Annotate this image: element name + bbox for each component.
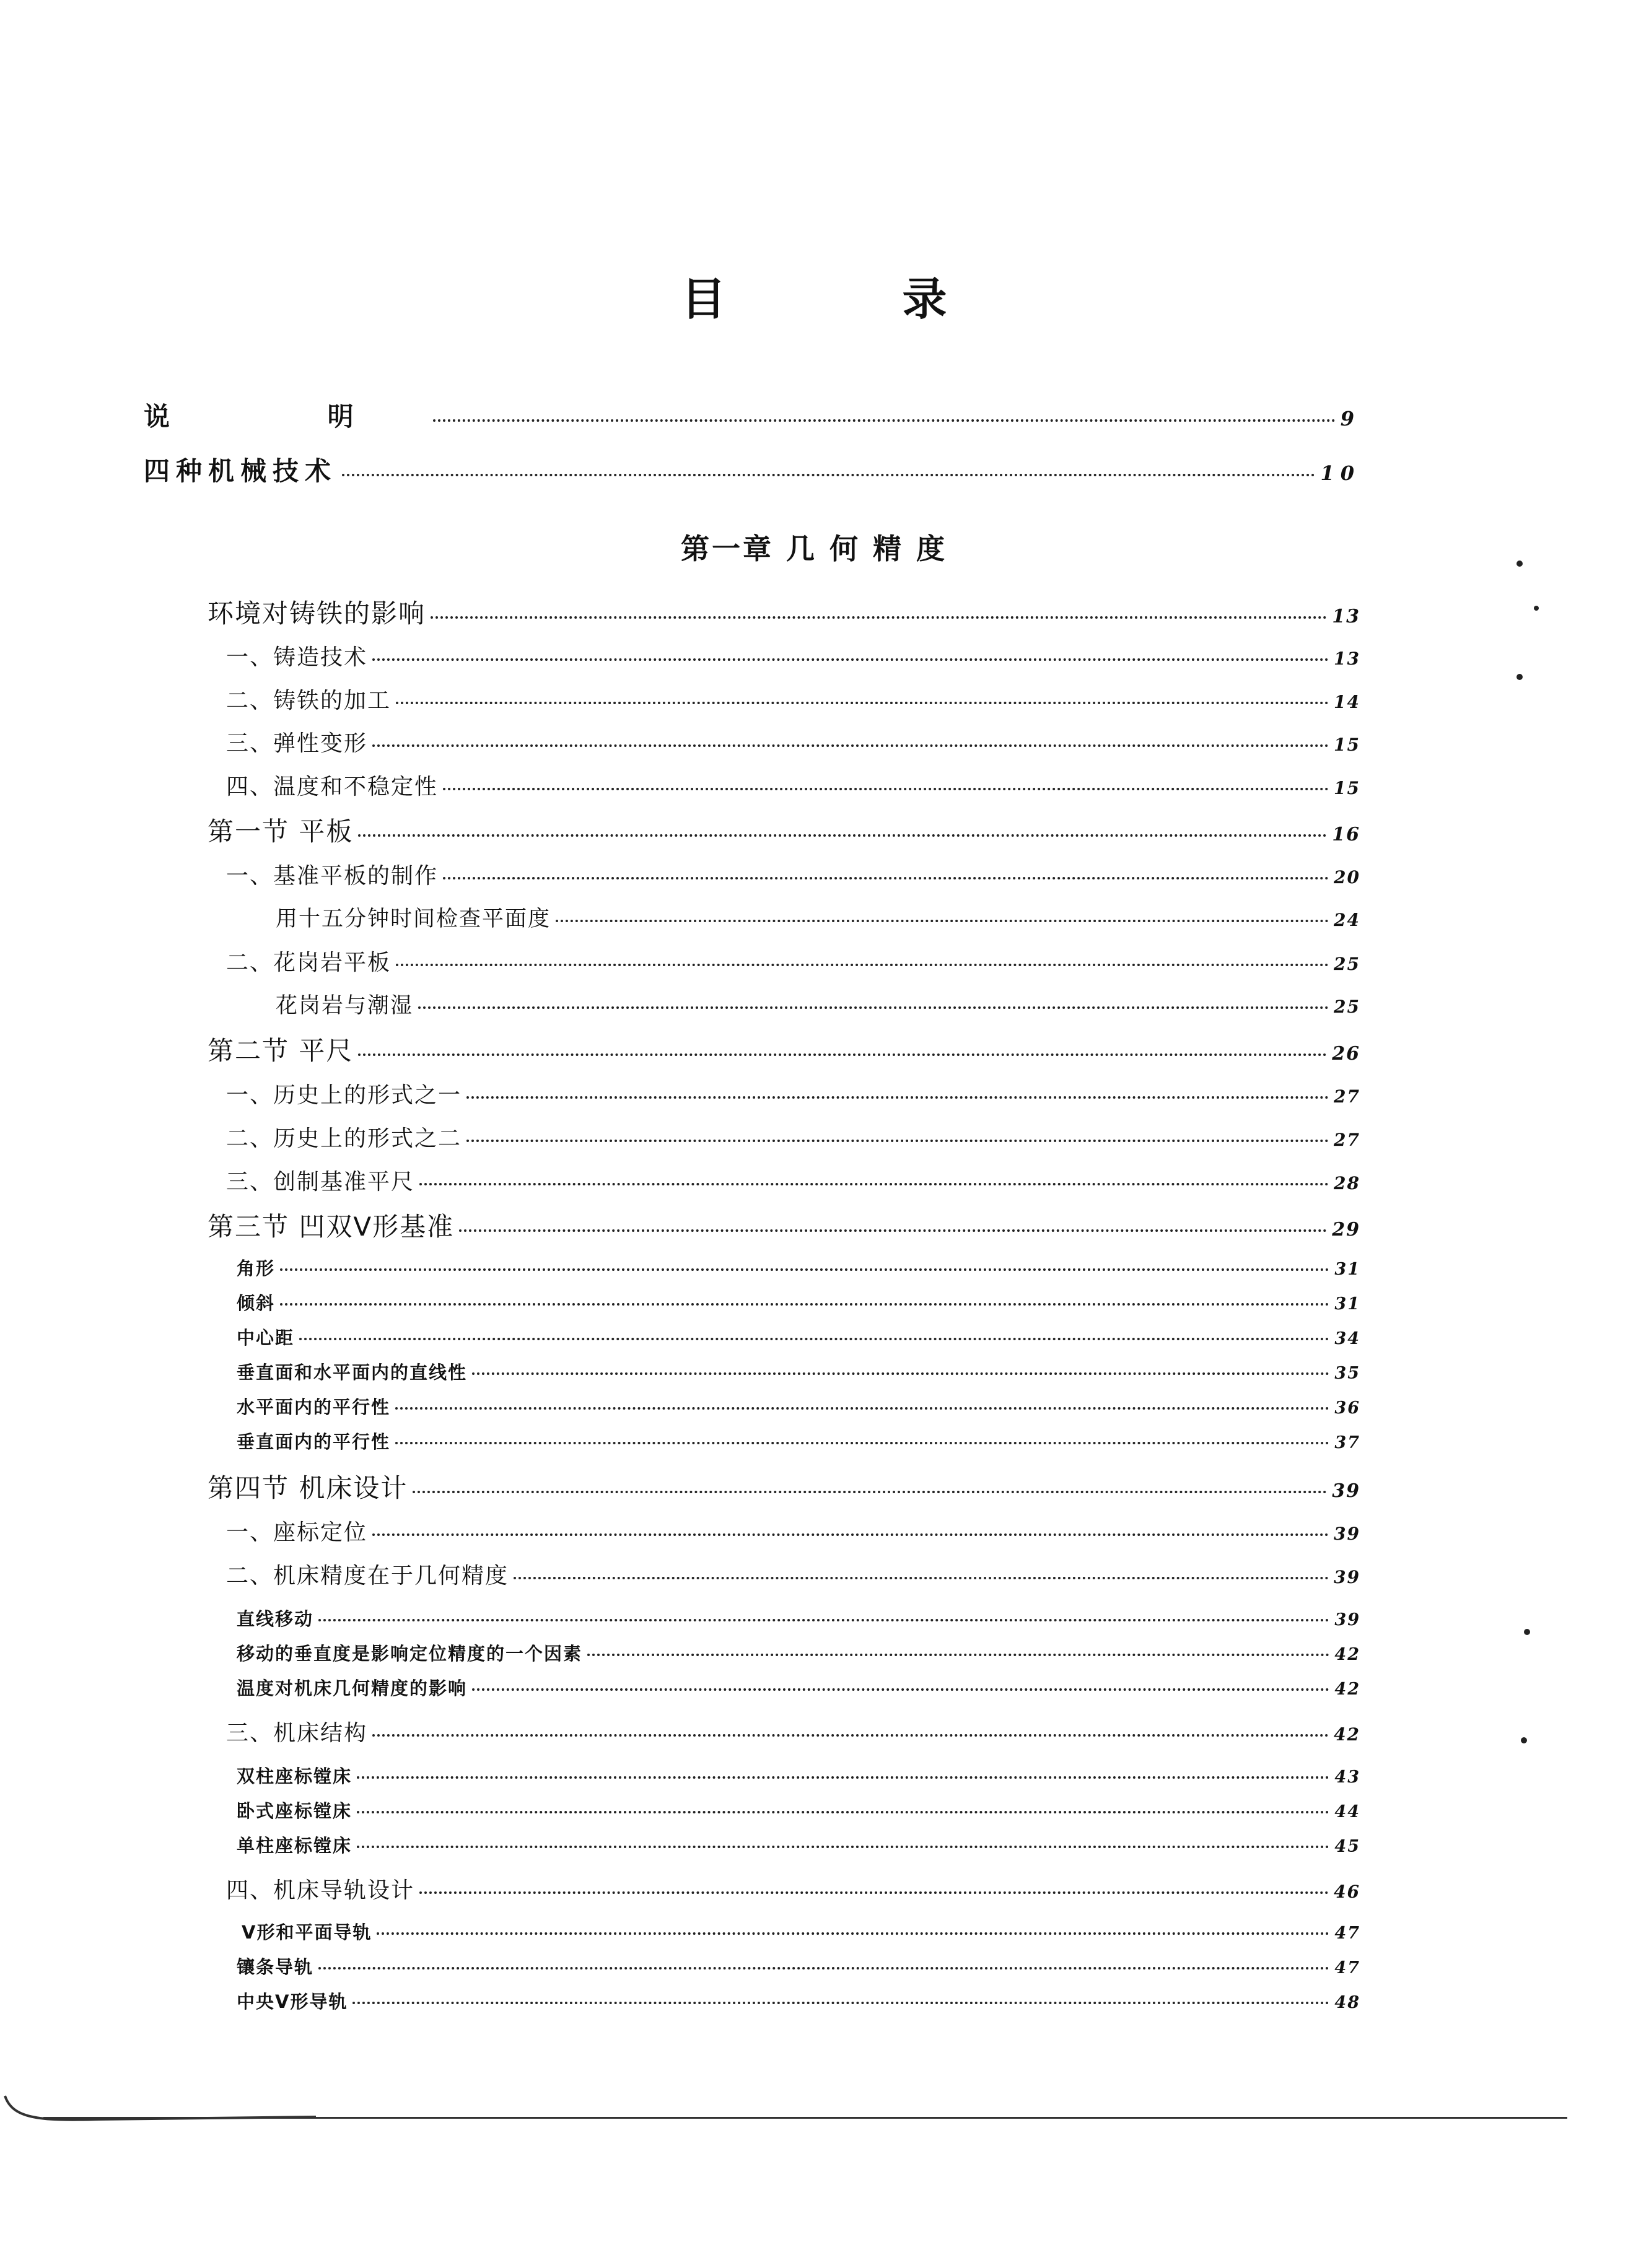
dot-leader (372, 744, 1329, 747)
page-bottom-edge (43, 2117, 1567, 2119)
toc-page-number: 42 (1334, 1680, 1360, 1699)
toc-entry[interactable] (237, 1797, 1360, 1823)
dot-leader (419, 1183, 1329, 1185)
dot-leader (587, 1654, 1329, 1656)
dot-leader (358, 1053, 1327, 1056)
toc-entry-section[interactable] (208, 1206, 1360, 1244)
toc-page-number: 29 (1332, 1219, 1360, 1241)
toc-page-number: 25 (1334, 954, 1360, 974)
toc-entry-label: 直线移动 (237, 1608, 314, 1629)
toc-entry-section[interactable] (208, 811, 1360, 848)
toc-page-number: 48 (1334, 1993, 1360, 2012)
toc-page-number: 46 (1334, 1882, 1360, 1902)
dot-leader (372, 1734, 1329, 1737)
toc-entry[interactable] (237, 1359, 1360, 1384)
toc-page-number: 27 (1334, 1086, 1360, 1107)
dot-leader (413, 1491, 1327, 1493)
toc-entry-label: 四、温度和不稳定性 (226, 774, 439, 800)
toc-entry[interactable] (237, 1675, 1360, 1700)
toc-page-number: 45 (1334, 1837, 1360, 1856)
toc-entry-four-techniques[interactable] (144, 451, 1360, 488)
toc-entry-label: 环境对铸铁的影响 (208, 598, 426, 629)
toc-page-number: 39 (1332, 1480, 1360, 1502)
dot-leader (472, 1372, 1329, 1375)
toc-page-number: 39 (1334, 1524, 1360, 1544)
toc-entry-label: 二、铸铁的加工 (226, 688, 392, 713)
toc-page-number: 31 (1334, 1294, 1360, 1314)
dot-leader (514, 1577, 1329, 1579)
toc-entry-label: 说 明 (144, 401, 428, 432)
scan-speck (1516, 674, 1523, 680)
toc-entry[interactable] (226, 1078, 1360, 1109)
toc-entry-label: 倾斜 (237, 1293, 276, 1314)
toc-entry-label: 一、历史上的形式之一 (226, 1083, 462, 1108)
page-title: 目 录 (681, 273, 1028, 325)
toc-entry-label: 四、机床导轨设计 (226, 1878, 415, 1903)
toc-entry-label: 中心距 (237, 1327, 295, 1348)
toc-entry-label: 四种机械技术 (144, 456, 338, 486)
dot-leader (466, 1096, 1329, 1099)
chapter-heading: 第一章 几 何 精 度 (680, 532, 948, 565)
toc-entry-label: 三、机床结构 (226, 1721, 368, 1746)
toc-page-number: 36 (1334, 1398, 1360, 1418)
toc-entry[interactable] (226, 683, 1360, 715)
toc-page-number: 47 (1334, 1924, 1360, 1943)
toc-entry-label: 温度对机床几何精度的影响 (237, 1678, 468, 1699)
toc-page-number: 9 (1340, 407, 1360, 430)
dot-leader (431, 616, 1327, 619)
dot-leader (459, 1229, 1327, 1232)
toc-page-number: 14 (1334, 692, 1360, 712)
toc-entry-label: 一、铸造技术 (226, 645, 368, 670)
toc-page-number: 25 (1334, 997, 1360, 1017)
toc-page-number: 13 (1334, 648, 1360, 669)
toc-entry[interactable] (226, 858, 1360, 890)
toc-page-number: 24 (1334, 910, 1360, 930)
dot-leader (372, 1533, 1329, 1536)
dot-leader (443, 788, 1329, 790)
toc-page-number: 26 (1332, 1043, 1360, 1065)
dot-leader (472, 1688, 1329, 1691)
toc-page-number: 44 (1334, 1802, 1360, 1821)
scan-speck (1516, 560, 1523, 567)
toc-entry[interactable] (237, 1832, 1360, 1857)
toc-entry-label: 单柱座标镗床 (237, 1835, 352, 1856)
dot-leader (357, 1811, 1329, 1813)
dot-leader (280, 1268, 1329, 1271)
dot-leader (318, 1967, 1329, 1969)
toc-page-number: 27 (1334, 1130, 1360, 1150)
dot-leader (419, 1891, 1329, 1894)
toc-page-number: 47 (1334, 1958, 1360, 1978)
toc-entry[interactable] (226, 769, 1360, 801)
toc-entry-label: 一、座标定位 (226, 1520, 368, 1545)
toc-entry[interactable] (226, 1121, 1360, 1153)
toc-entry-label: 中央V形导轨 (237, 1991, 348, 2012)
toc-entry-label: 二、历史上的形式之二 (226, 1126, 462, 1151)
toc-page-number: 39 (1334, 1610, 1360, 1629)
toc-entry[interactable] (226, 945, 1360, 977)
dot-leader (418, 1006, 1329, 1009)
toc-entry[interactable] (226, 1558, 1360, 1590)
toc-entry[interactable] (276, 902, 1360, 933)
toc-entry-label: 一、基准平板的制作 (226, 863, 439, 889)
toc-entry-label: 花岗岩与潮湿 (276, 993, 414, 1018)
toc-entry[interactable] (226, 1716, 1360, 1747)
toc-entry[interactable] (237, 1394, 1360, 1419)
dot-leader (377, 1932, 1329, 1935)
toc-entry-label: 镶条导轨 (237, 1956, 314, 1978)
toc-entry-label: 第二节 平尺 (208, 1036, 354, 1066)
toc-entry-preface[interactable] (144, 396, 1360, 434)
toc-entry-label: 双柱座标镗床 (237, 1766, 352, 1787)
dot-leader (433, 419, 1336, 422)
dot-leader (318, 1619, 1329, 1621)
toc-entry-label: 垂直面和水平面内的直线性 (237, 1362, 468, 1383)
toc-page-number: 42 (1334, 1645, 1360, 1664)
toc-entry[interactable] (237, 1428, 1360, 1454)
toc-entry[interactable] (237, 1953, 1360, 1979)
scan-speck (1524, 1629, 1530, 1635)
scan-speck (1521, 1737, 1527, 1743)
toc-entry[interactable] (226, 640, 1360, 671)
toc-entry[interactable] (237, 1324, 1360, 1350)
dot-leader (395, 1442, 1329, 1444)
toc-page-number: 20 (1334, 867, 1360, 888)
dot-leader (280, 1303, 1329, 1306)
toc-entry[interactable] (276, 988, 1360, 1019)
scan-speck (1534, 606, 1539, 611)
toc-entry-section[interactable] (208, 1031, 1360, 1068)
toc-entry[interactable] (242, 1919, 1360, 1944)
toc-entry-label: 二、花岗岩平板 (226, 950, 392, 975)
dot-leader (352, 2002, 1329, 2004)
page-edge-curl (0, 2093, 322, 2131)
toc-entry-label: 三、弹性变形 (226, 731, 368, 756)
toc-entry-label: 移动的垂直度是影响定位精度的一个因素 (237, 1643, 583, 1664)
toc-entry[interactable] (237, 1763, 1360, 1788)
toc-entry[interactable] (226, 1164, 1360, 1196)
toc-page-number: 42 (1334, 1724, 1360, 1745)
dot-leader (357, 1776, 1329, 1779)
toc-page-number: 37 (1334, 1433, 1360, 1452)
toc-page-number: 43 (1334, 1768, 1360, 1787)
toc-page-number: 31 (1334, 1260, 1360, 1279)
toc-entry-label: 三、创制基准平尺 (226, 1169, 415, 1195)
dot-leader (556, 920, 1329, 922)
toc-page-number: 15 (1334, 735, 1360, 755)
toc-entry-label: V形和平面导轨 (242, 1922, 372, 1943)
dot-leader (396, 964, 1329, 966)
dot-leader (372, 658, 1329, 661)
toc-page-number: 10 (1320, 461, 1360, 485)
toc-entry-label: 水平面内的平行性 (237, 1397, 391, 1418)
toc-page-number: 35 (1334, 1364, 1360, 1383)
dot-leader (342, 474, 1315, 476)
toc-entry[interactable] (208, 593, 1360, 630)
toc-page-number: 15 (1334, 778, 1360, 798)
toc-page-number: 13 (1332, 606, 1360, 627)
toc-entry-label: 第四节 机床设计 (208, 1473, 408, 1503)
dot-leader (357, 1846, 1329, 1848)
toc-entry[interactable] (226, 1873, 1360, 1904)
toc-entry-label: 角形 (237, 1258, 276, 1279)
dot-leader (395, 1407, 1329, 1410)
dot-leader (396, 702, 1329, 704)
toc-entry[interactable] (237, 1255, 1360, 1280)
toc-entry-label: 垂直面内的平行性 (237, 1431, 391, 1452)
toc-entry-section[interactable] (208, 1468, 1360, 1505)
toc-entry[interactable] (226, 726, 1360, 757)
toc-entry[interactable] (237, 1640, 1360, 1665)
dot-leader (443, 877, 1329, 879)
dot-leader (299, 1338, 1329, 1340)
toc-page-number: 16 (1332, 824, 1360, 845)
dot-leader (466, 1140, 1329, 1142)
toc-entry-label: 用十五分钟时间检查平面度 (276, 907, 551, 931)
toc-entry-label: 第一节 平板 (208, 816, 354, 847)
toc-entry-label: 二、机床精度在于几何精度 (226, 1563, 509, 1589)
toc-entry[interactable] (237, 1605, 1360, 1631)
toc-entry[interactable] (237, 1988, 1360, 2013)
dot-leader (358, 834, 1327, 837)
toc-page-number: 28 (1334, 1173, 1360, 1193)
toc-page-number: 39 (1334, 1567, 1360, 1587)
toc-entry[interactable] (237, 1289, 1360, 1315)
toc-page-number: 34 (1334, 1329, 1360, 1348)
toc-entry-label: 第三节 凹双V形基准 (208, 1211, 455, 1242)
toc-entry-label: 卧式座标镗床 (237, 1800, 352, 1821)
toc-entry[interactable] (226, 1515, 1360, 1546)
